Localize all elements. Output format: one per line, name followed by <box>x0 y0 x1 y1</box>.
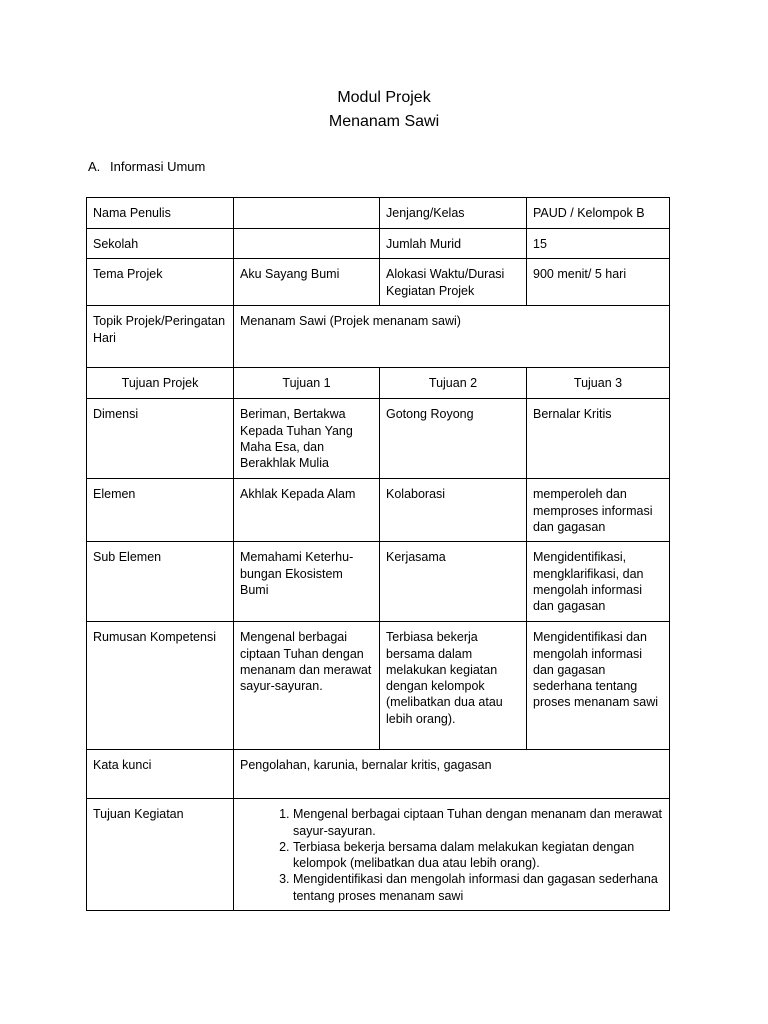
cell-value: 900 menit/ 5 hari <box>527 259 670 306</box>
section-heading <box>88 158 205 176</box>
document-title: Modul Projek <box>337 89 431 106</box>
column-header: Tujuan 3 <box>527 368 670 399</box>
cell-value: Pengolahan, karunia, bernalar kritis, gagasan <box>234 750 670 799</box>
cell-label: Elemen <box>87 479 234 542</box>
cell-value <box>234 229 380 259</box>
cell-value: Kerjasama <box>380 542 527 622</box>
cell-label: Sub Elemen <box>87 542 234 622</box>
cell-label: Tema Projek <box>87 259 234 306</box>
table-row <box>87 750 670 799</box>
cell-label: Sekolah <box>87 229 234 259</box>
column-header: Tujuan 2 <box>380 368 527 399</box>
cell-value <box>234 799 670 911</box>
table-row <box>87 622 670 750</box>
cell-label: Topik Projek/Peringatan Hari <box>87 306 234 368</box>
table-row <box>87 306 670 368</box>
info-table <box>86 197 670 911</box>
cell-value: Aku Sayang Bumi <box>234 259 380 306</box>
document-subtitle: Menanam Sawi <box>328 113 440 130</box>
cell-value: Terbiasa bekerja bersama dalam melakukan kegiatan dengan kelompok (melibatkan dua atau lebih orang). <box>380 622 527 750</box>
table-row <box>87 229 670 259</box>
cell-value: Gotong Royong <box>380 399 527 479</box>
section-label: Informasi Umum <box>110 159 206 174</box>
cell-label: Rumusan Kompetensi <box>87 622 234 750</box>
table-row <box>87 479 670 542</box>
cell-value: Mengidentifikasi dan mengolah informasi dan gagasan sederhana tentang proses menanam sawi <box>527 622 670 750</box>
list-item: 3. Mengidentifikasi dan mengolah informasi dan gagasan sederhana tentang proses menanam sawi <box>293 871 663 904</box>
list-item: 1. Mengenal berbagai ciptaan Tuhan dengan menanam dan merawat sayur-sayuran. <box>293 806 663 839</box>
cell-value: Mengidentifikasi, mengklarifikasi, dan mengolah informasi dan gagasan <box>527 542 670 622</box>
cell-value: Mengenal berbagai ciptaan Tuhan dengan menanam dan merawat sayur-sayuran. <box>234 622 380 750</box>
cell-label: Nama Penulis <box>87 198 234 229</box>
cell-value: Kolaborasi <box>380 479 527 542</box>
table-row <box>87 198 670 229</box>
cell-value: Memahami Keterhu-bungan Ekosistem Bumi <box>234 542 380 622</box>
cell-label: Kata kunci <box>87 750 234 799</box>
table-header-row <box>87 368 670 399</box>
cell-label: Tujuan Kegiatan <box>87 799 234 911</box>
list-item: 2. Terbiasa bekerja bersama dalam melakukan kegiatan dengan kelompok (melibatkan dua atau lebih orang). <box>293 839 663 872</box>
table-row <box>87 542 670 622</box>
cell-value <box>234 198 380 229</box>
cell-value: Akhlak Kepada Alam <box>234 479 380 542</box>
section-number: A. <box>88 159 101 174</box>
cell-value: PAUD / Kelompok B <box>527 198 670 229</box>
table-row <box>87 399 670 479</box>
cell-label: Alokasi Waktu/Durasi Kegiatan Projek <box>380 259 527 306</box>
cell-value: Menanam Sawi (Projek menanam sawi) <box>234 306 670 368</box>
cell-label: Dimensi <box>87 399 234 479</box>
cell-label: Jumlah Murid <box>380 229 527 259</box>
column-header: Tujuan Projek <box>87 368 234 399</box>
cell-value: Bernalar Kritis <box>527 399 670 479</box>
cell-value: 15 <box>527 229 670 259</box>
cell-label: Jenjang/Kelas <box>380 198 527 229</box>
cell-value: Beriman, Bertakwa Kepada Tuhan Yang Maha Esa, dan Berakhlak Mulia <box>234 399 380 479</box>
table-row <box>87 259 670 306</box>
table-row <box>87 799 670 911</box>
column-header: Tujuan 1 <box>234 368 380 399</box>
objective-list <box>240 806 663 904</box>
cell-value: memperoleh dan memproses informasi dan gagasan <box>527 479 670 542</box>
